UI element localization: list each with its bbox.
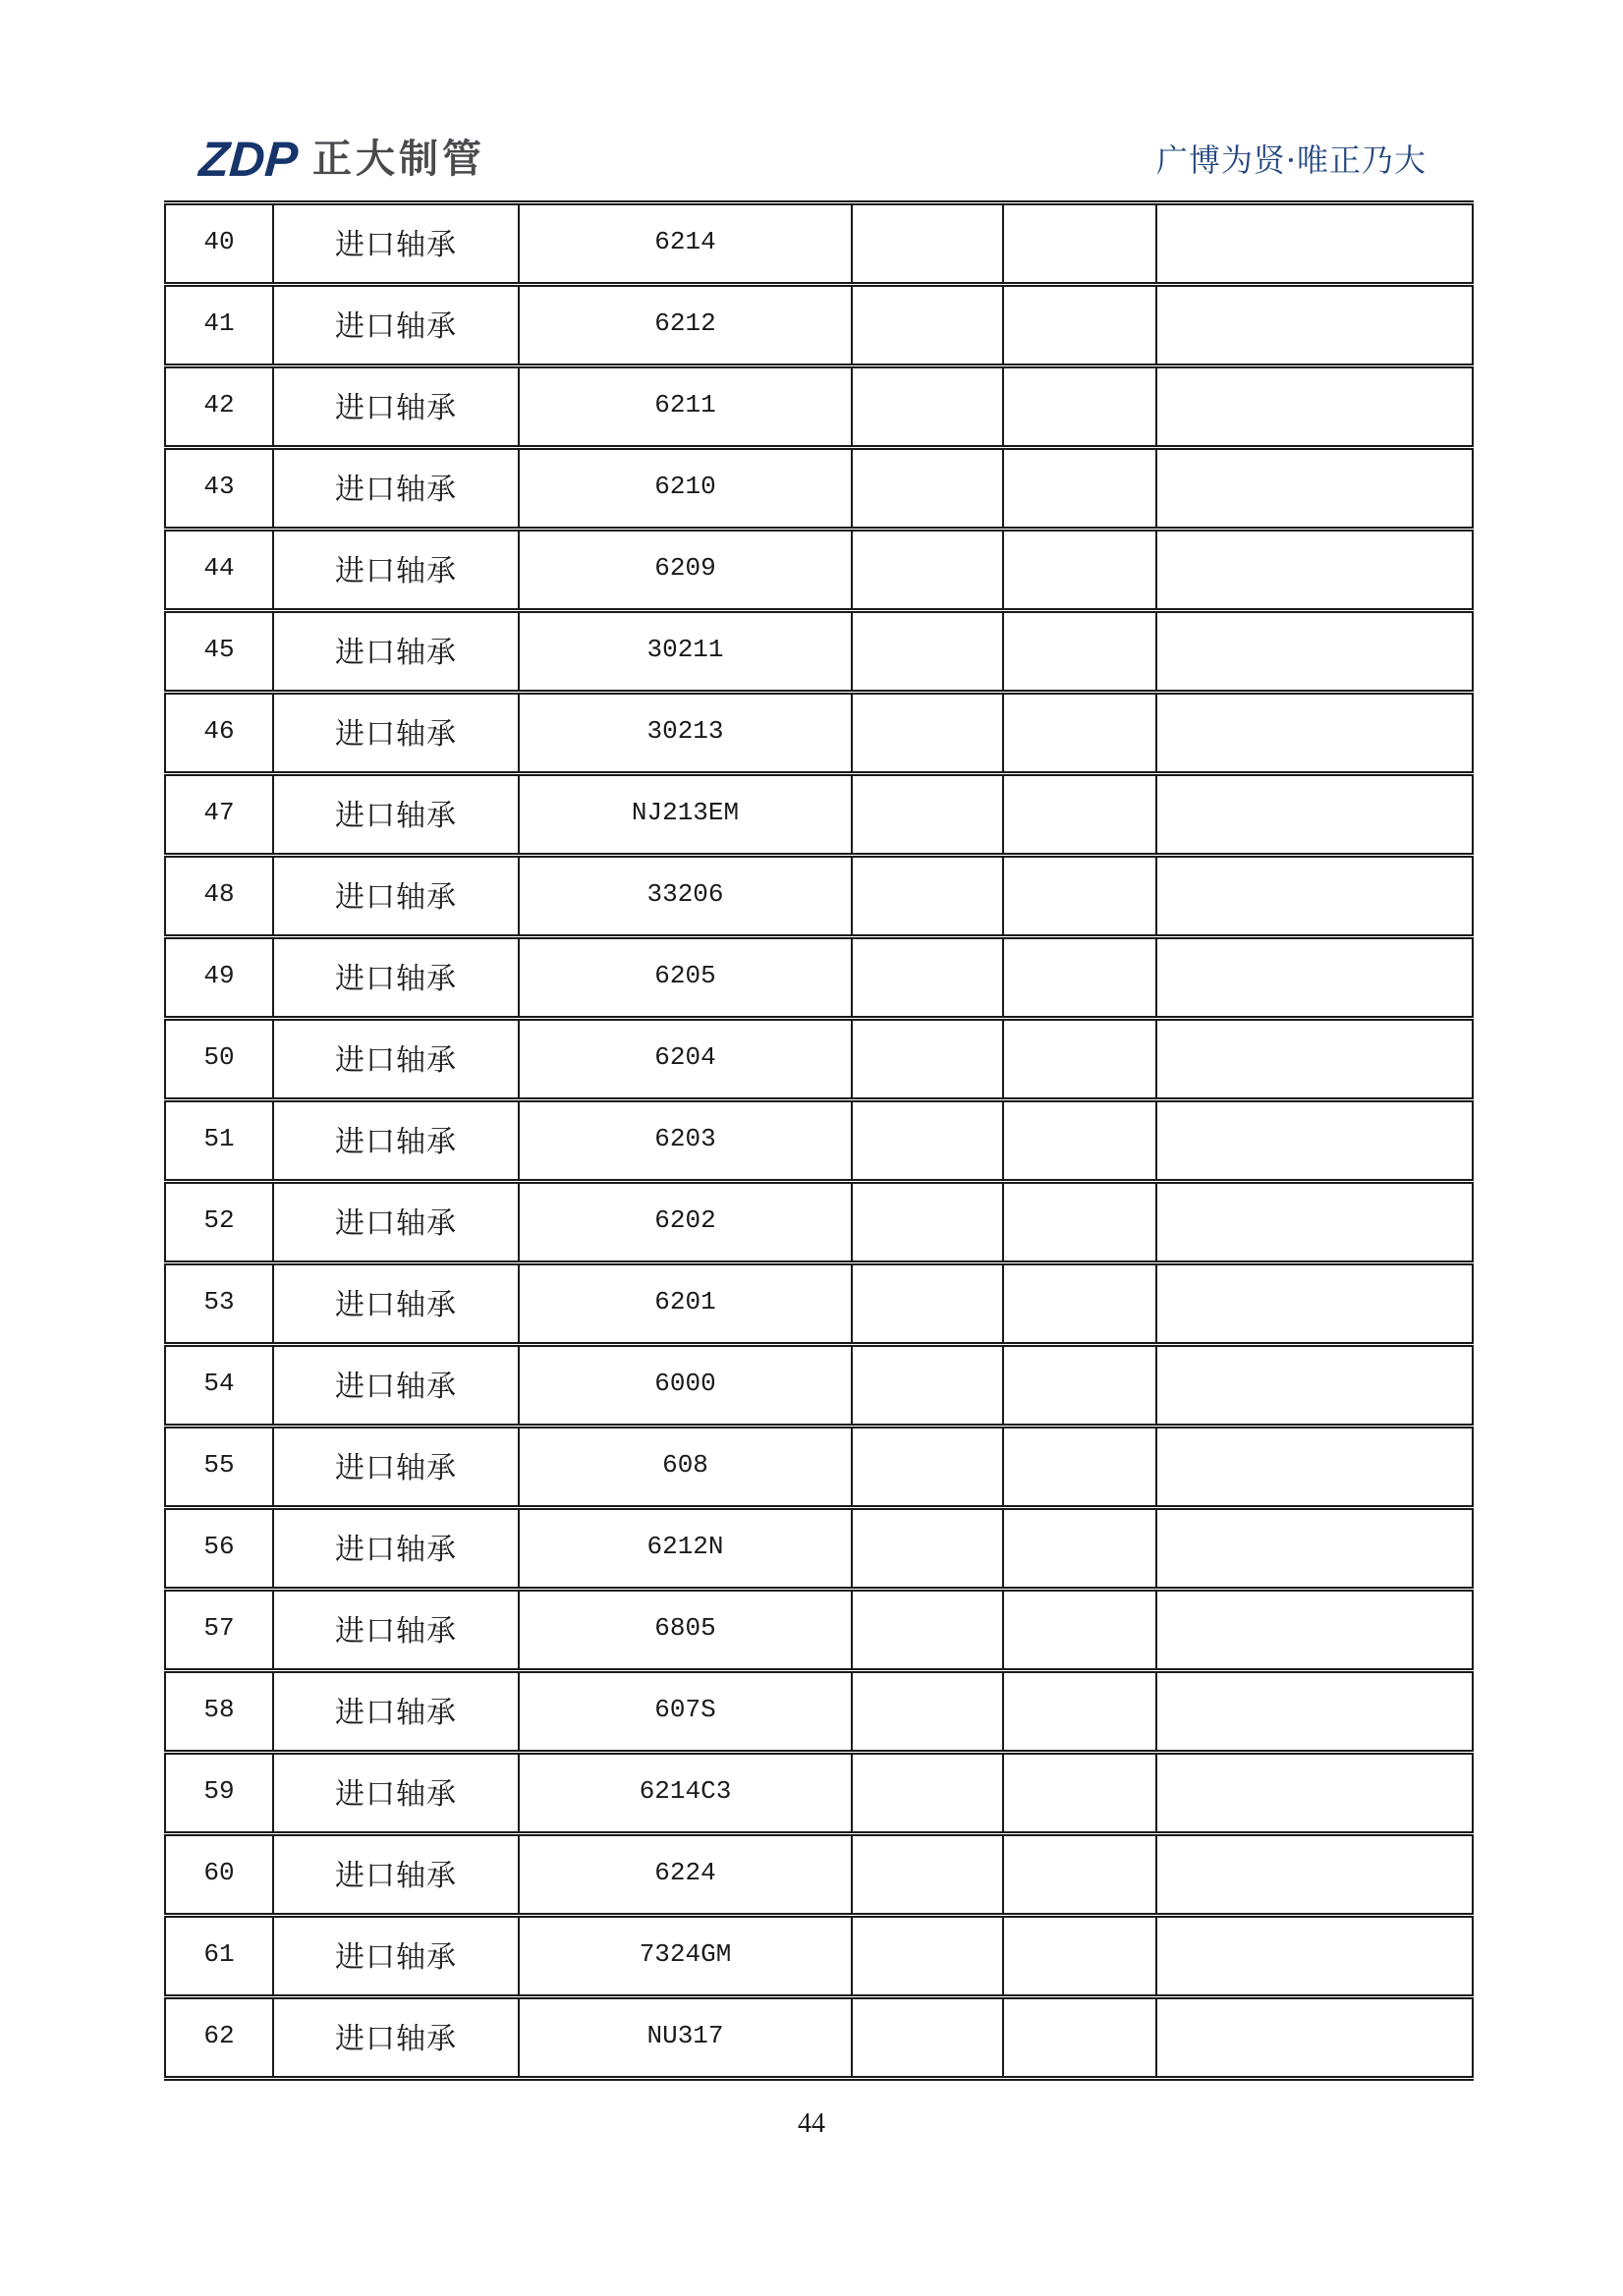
cell-model: 6214C3 <box>519 1753 852 1834</box>
cell-category: 进口轴承 <box>273 530 519 611</box>
cell-model: 6203 <box>519 1100 852 1182</box>
cell-category: 进口轴承 <box>273 448 519 530</box>
cell-empty-1 <box>852 1508 1003 1590</box>
cell-empty-1 <box>852 1345 1003 1427</box>
cell-empty-3 <box>1156 937 1473 1019</box>
cell-empty-1 <box>852 1263 1003 1345</box>
table-row <box>165 1508 1473 1590</box>
cell-empty-1 <box>852 1590 1003 1671</box>
cell-model: 6210 <box>519 448 852 530</box>
cell-empty-3 <box>1156 1590 1473 1671</box>
cell-model: 6211 <box>519 366 852 448</box>
cell-model: 608 <box>519 1427 852 1508</box>
cell-empty-1 <box>852 611 1003 693</box>
cell-empty-2 <box>1003 1508 1156 1590</box>
cell-serial-number: 41 <box>165 285 273 366</box>
table-row <box>165 203 1473 285</box>
cell-category: 进口轴承 <box>273 1427 519 1508</box>
cell-empty-1 <box>852 1916 1003 1997</box>
cell-model: 6224 <box>519 1834 852 1916</box>
cell-empty-3 <box>1156 1997 1473 2079</box>
cell-category: 进口轴承 <box>273 1263 519 1345</box>
cell-empty-2 <box>1003 1590 1156 1671</box>
cell-empty-1 <box>852 1182 1003 1263</box>
cell-serial-number: 44 <box>165 530 273 611</box>
cell-serial-number: 61 <box>165 1916 273 1997</box>
cell-category: 进口轴承 <box>273 937 519 1019</box>
page-number: 44 <box>798 2108 825 2139</box>
cell-serial-number: 62 <box>165 1997 273 2079</box>
table-row <box>165 285 1473 366</box>
cell-empty-3 <box>1156 1263 1473 1345</box>
cell-empty-3 <box>1156 448 1473 530</box>
table-row <box>165 1345 1473 1427</box>
cell-empty-3 <box>1156 693 1473 774</box>
cell-empty-3 <box>1156 1345 1473 1427</box>
cell-empty-2 <box>1003 1345 1156 1427</box>
cell-empty-2 <box>1003 937 1156 1019</box>
cell-category: 进口轴承 <box>273 203 519 285</box>
cell-empty-1 <box>852 774 1003 856</box>
cell-empty-2 <box>1003 1834 1156 1916</box>
cell-model: 607S <box>519 1671 852 1753</box>
cell-empty-2 <box>1003 285 1156 366</box>
table-row <box>165 448 1473 530</box>
cell-serial-number: 47 <box>165 774 273 856</box>
table-row <box>165 937 1473 1019</box>
cell-model: 6212N <box>519 1508 852 1590</box>
cell-model: NJ213EM <box>519 774 852 856</box>
cell-empty-2 <box>1003 1100 1156 1182</box>
cell-model: NU317 <box>519 1997 852 2079</box>
cell-empty-2 <box>1003 693 1156 774</box>
cell-empty-2 <box>1003 530 1156 611</box>
cell-category: 进口轴承 <box>273 1100 519 1182</box>
cell-category: 进口轴承 <box>273 611 519 693</box>
cell-empty-2 <box>1003 1997 1156 2079</box>
cell-serial-number: 42 <box>165 366 273 448</box>
cell-serial-number: 43 <box>165 448 273 530</box>
cell-empty-3 <box>1156 203 1473 285</box>
cell-category: 进口轴承 <box>273 1345 519 1427</box>
cell-empty-3 <box>1156 856 1473 937</box>
cell-category: 进口轴承 <box>273 1182 519 1263</box>
cell-empty-1 <box>852 530 1003 611</box>
cell-empty-1 <box>852 448 1003 530</box>
cell-serial-number: 53 <box>165 1263 273 1345</box>
cell-serial-number: 50 <box>165 1019 273 1100</box>
cell-serial-number: 54 <box>165 1345 273 1427</box>
table-row <box>165 1182 1473 1263</box>
cell-model: 6204 <box>519 1019 852 1100</box>
cell-model: 6805 <box>519 1590 852 1671</box>
cell-empty-2 <box>1003 611 1156 693</box>
cell-model: 6212 <box>519 285 852 366</box>
cell-serial-number: 60 <box>165 1834 273 1916</box>
cell-serial-number: 55 <box>165 1427 273 1508</box>
cell-empty-1 <box>852 937 1003 1019</box>
cell-serial-number: 46 <box>165 693 273 774</box>
parts-table-body <box>165 203 1473 2079</box>
cell-empty-2 <box>1003 1753 1156 1834</box>
cell-category: 进口轴承 <box>273 1590 519 1671</box>
cell-category: 进口轴承 <box>273 1019 519 1100</box>
cell-empty-3 <box>1156 1834 1473 1916</box>
cell-model: 6202 <box>519 1182 852 1263</box>
table-row <box>165 1427 1473 1508</box>
cell-category: 进口轴承 <box>273 1997 519 2079</box>
cell-model: 7324GM <box>519 1916 852 1997</box>
cell-empty-1 <box>852 1997 1003 2079</box>
cell-serial-number: 45 <box>165 611 273 693</box>
page-footer <box>0 2108 1623 2140</box>
cell-empty-2 <box>1003 1182 1156 1263</box>
table-row <box>165 1834 1473 1916</box>
cell-empty-3 <box>1156 366 1473 448</box>
table-row <box>165 1019 1473 1100</box>
cell-empty-2 <box>1003 1427 1156 1508</box>
cell-category: 进口轴承 <box>273 285 519 366</box>
cell-serial-number: 52 <box>165 1182 273 1263</box>
cell-empty-2 <box>1003 448 1156 530</box>
cell-empty-3 <box>1156 285 1473 366</box>
cell-serial-number: 58 <box>165 1671 273 1753</box>
cell-empty-2 <box>1003 203 1156 285</box>
cell-category: 进口轴承 <box>273 774 519 856</box>
table-row <box>165 693 1473 774</box>
cell-category: 进口轴承 <box>273 1508 519 1590</box>
cell-empty-2 <box>1003 1019 1156 1100</box>
company-slogan: 广博为贤·唯正乃大 <box>1155 141 1427 179</box>
cell-empty-3 <box>1156 530 1473 611</box>
cell-serial-number: 57 <box>165 1590 273 1671</box>
table-row <box>165 1590 1473 1671</box>
cell-model: 6214 <box>519 203 852 285</box>
cell-model: 30211 <box>519 611 852 693</box>
company-logo <box>197 132 485 187</box>
cell-serial-number: 40 <box>165 203 273 285</box>
cell-empty-1 <box>852 285 1003 366</box>
parts-table <box>164 200 1474 2081</box>
table-row <box>165 1100 1473 1182</box>
cell-empty-3 <box>1156 1671 1473 1753</box>
table-row <box>165 1997 1473 2079</box>
cell-empty-1 <box>852 693 1003 774</box>
cell-model: 33206 <box>519 856 852 937</box>
cell-empty-3 <box>1156 1019 1473 1100</box>
cell-empty-1 <box>852 856 1003 937</box>
cell-empty-1 <box>852 1427 1003 1508</box>
cell-serial-number: 59 <box>165 1753 273 1834</box>
cell-empty-3 <box>1156 611 1473 693</box>
cell-empty-1 <box>852 1834 1003 1916</box>
cell-model: 6205 <box>519 937 852 1019</box>
cell-category: 进口轴承 <box>273 1834 519 1916</box>
cell-empty-2 <box>1003 366 1156 448</box>
cell-serial-number: 51 <box>165 1100 273 1182</box>
table-row <box>165 530 1473 611</box>
cell-serial-number: 48 <box>165 856 273 937</box>
zdp-logo-text: ZDP <box>197 132 300 187</box>
cell-empty-3 <box>1156 1508 1473 1590</box>
cell-empty-1 <box>852 1753 1003 1834</box>
cell-category: 进口轴承 <box>273 856 519 937</box>
table-row <box>165 774 1473 856</box>
cell-empty-1 <box>852 203 1003 285</box>
cell-serial-number: 56 <box>165 1508 273 1590</box>
cell-model: 6209 <box>519 530 852 611</box>
table-row <box>165 611 1473 693</box>
table-row <box>165 1263 1473 1345</box>
cell-empty-1 <box>852 366 1003 448</box>
cell-empty-2 <box>1003 1671 1156 1753</box>
cell-empty-1 <box>852 1100 1003 1182</box>
cell-empty-1 <box>852 1019 1003 1100</box>
cell-category: 进口轴承 <box>273 1671 519 1753</box>
cell-empty-1 <box>852 1671 1003 1753</box>
cell-empty-3 <box>1156 1753 1473 1834</box>
cell-empty-2 <box>1003 774 1156 856</box>
cell-model: 6201 <box>519 1263 852 1345</box>
cell-empty-2 <box>1003 1916 1156 1997</box>
table-row <box>165 1671 1473 1753</box>
company-name-text: 正大制管 <box>312 138 485 181</box>
cell-empty-2 <box>1003 856 1156 937</box>
cell-serial-number: 49 <box>165 937 273 1019</box>
table-row <box>165 1753 1473 1834</box>
cell-model: 30213 <box>519 693 852 774</box>
cell-empty-3 <box>1156 1100 1473 1182</box>
cell-empty-3 <box>1156 1427 1473 1508</box>
cell-model: 6000 <box>519 1345 852 1427</box>
table-row <box>165 856 1473 937</box>
cell-category: 进口轴承 <box>273 366 519 448</box>
cell-empty-3 <box>1156 1916 1473 1997</box>
table-row <box>165 366 1473 448</box>
cell-empty-3 <box>1156 774 1473 856</box>
cell-category: 进口轴承 <box>273 1916 519 1997</box>
cell-empty-2 <box>1003 1263 1156 1345</box>
table-row <box>165 1916 1473 1997</box>
cell-category: 进口轴承 <box>273 1753 519 1834</box>
cell-category: 进口轴承 <box>273 693 519 774</box>
cell-empty-3 <box>1156 1182 1473 1263</box>
